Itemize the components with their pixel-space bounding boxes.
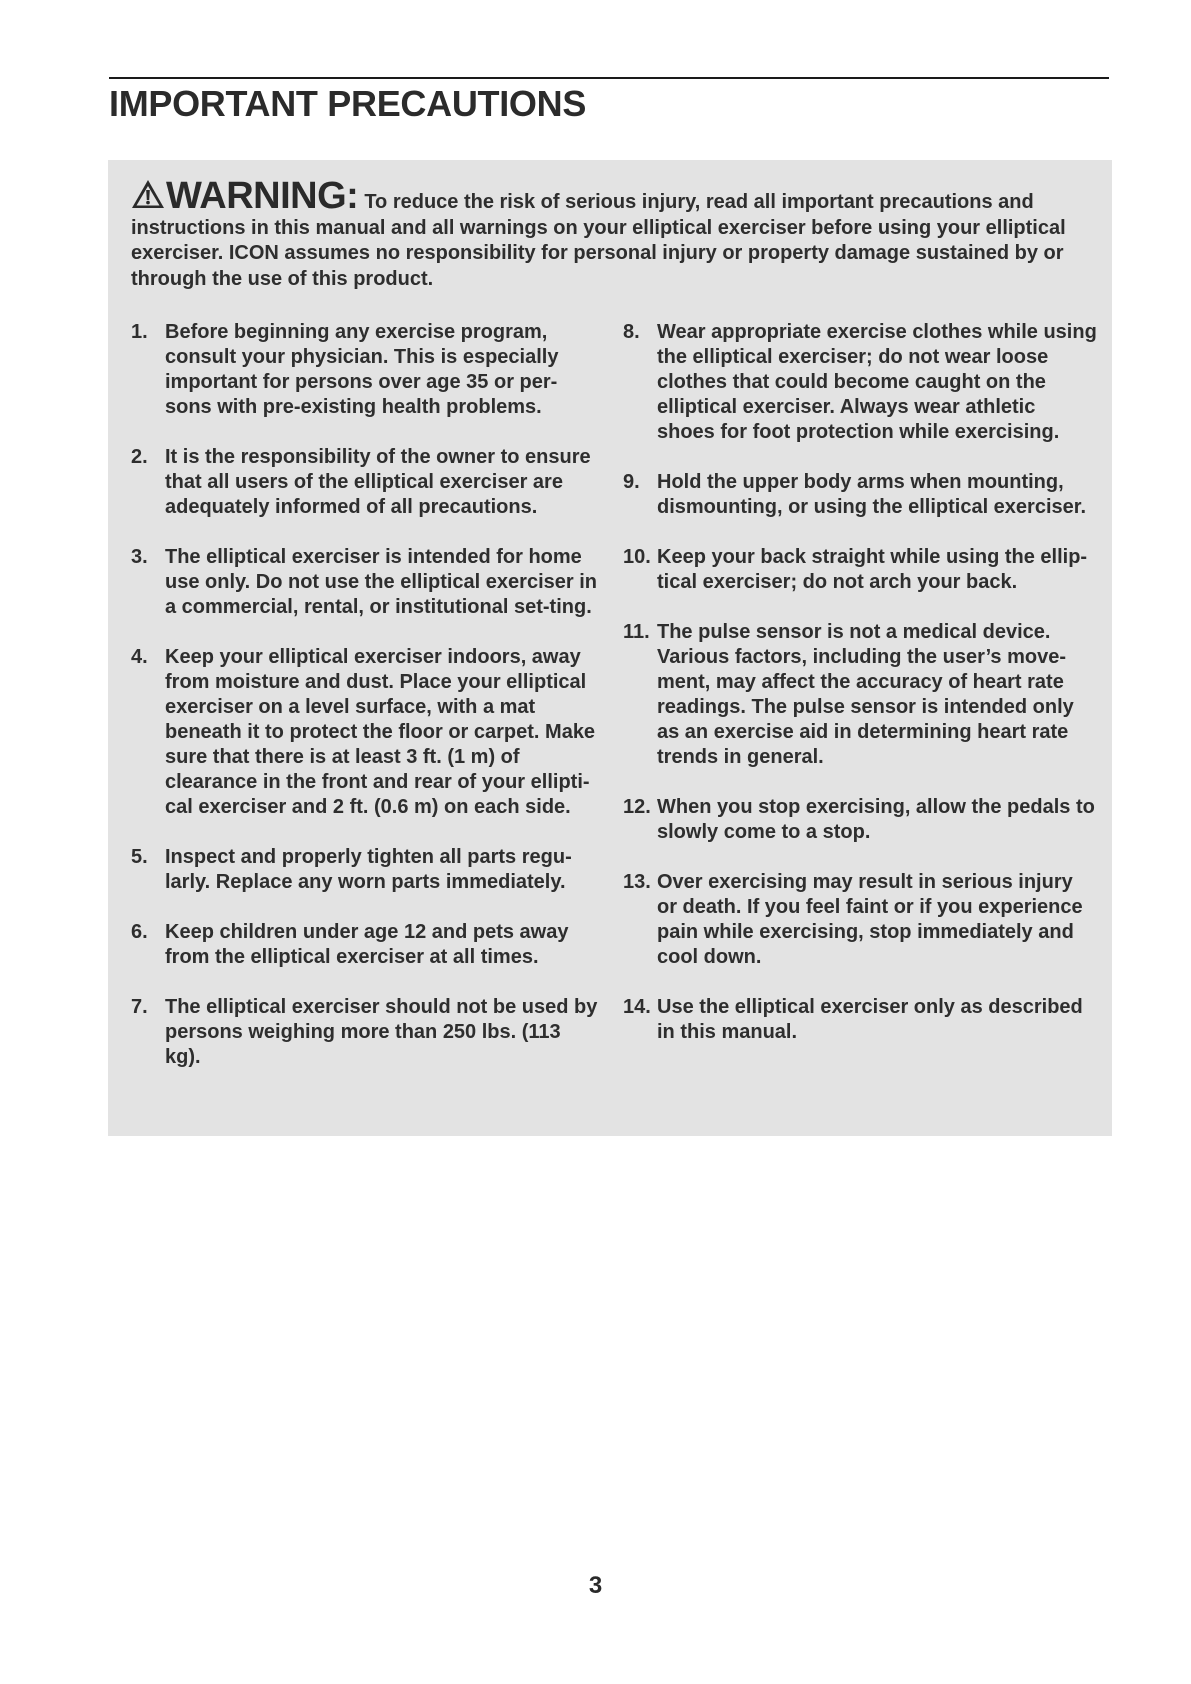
precaution-item: [623, 545, 1098, 595]
page-title: IMPORTANT PRECAUTIONS: [109, 83, 587, 124]
warning-heading: [131, 175, 358, 217]
precaution-text: When you stop exercising, allow the pedals to slowly come to a stop.: [657, 796, 1095, 843]
precaution-number: 1.: [131, 321, 148, 343]
precaution-number: 11.: [623, 621, 650, 643]
precaution-text: The pulse sensor is not a medical device. Various factors, including the user’s move-ment, may affect the accuracy of heart rate readings. The pulse sensor is intended only as an exercise aid in determining heart rate trends in general.: [657, 621, 1074, 768]
precaution-number: 13.: [623, 871, 651, 893]
precaution-text: Before beginning any exercise program, consult your physician. This is especially important for persons over age 35 or per-sons with pre-existing health problems.: [165, 321, 559, 418]
precaution-item: [623, 620, 1098, 770]
precaution-item: [623, 795, 1098, 845]
precaution-number: 9.: [623, 471, 640, 493]
warning-text: To reduce the risk of serious injury, read all important precautions and instructions in this manual and all warnings on your elliptical exerciser before using your elliptical exerciser. ICON assumes no responsibility for personal injury or property damage sustained by or through the use of this product.: [131, 191, 1066, 290]
warning-intro: [131, 175, 1091, 292]
precaution-number: 12.: [623, 796, 651, 818]
precaution-item: [623, 470, 1098, 520]
precautions-right-column: [623, 320, 1098, 1070]
precaution-number: 7.: [131, 996, 148, 1018]
precaution-number: 10.: [623, 546, 651, 568]
precaution-number: 4.: [131, 646, 148, 668]
warning-triangle-icon: [131, 179, 165, 210]
precautions-left-column: [131, 320, 601, 1095]
precaution-text: The elliptical exerciser should not be used by persons weighing more than 250 lbs. (113 kg).: [165, 996, 598, 1068]
precaution-item: [131, 845, 601, 895]
precaution-text: Wear appropriate exercise clothes while using the elliptical exerciser; do not wear loose clothes that could become caught on the elliptical exerciser. Always wear athletic shoes for foot protection while exercising.: [657, 321, 1097, 443]
precaution-text: Keep children under age 12 and pets away from the elliptical exerciser at all times.: [165, 921, 569, 968]
precaution-text: Keep your elliptical exerciser indoors, away from moisture and dust. Place your elliptical exerciser on a level surface, with a mat beneath it to protect the floor or carpet. Make sure that there is at least 3 ft. (1 m) of clearance in the front and rear of your ellipti-cal exerciser and 2 ft. (0.6 m) on each side.: [165, 646, 596, 818]
precaution-item: [131, 320, 601, 420]
precaution-item: [131, 995, 601, 1070]
precaution-number: 3.: [131, 546, 148, 568]
precaution-text: Hold the upper body arms when mounting, dismounting, or using the elliptical exerciser.: [657, 471, 1086, 518]
precaution-item: [623, 320, 1098, 445]
precaution-text: Over exercising may result in serious injury or death. If you feel faint or if you experience pain while exercising, stop immediately and cool down.: [657, 871, 1083, 968]
precaution-item: [623, 995, 1098, 1045]
precaution-item: [131, 545, 601, 620]
warning-box: [108, 160, 1112, 1136]
precaution-number: 8.: [623, 321, 640, 343]
warning-label: WARNING:: [166, 175, 359, 217]
title-rule: [109, 77, 1109, 79]
precaution-number: 5.: [131, 846, 148, 868]
precaution-item: [131, 645, 601, 820]
precaution-item: [131, 920, 601, 970]
precaution-text: Use the elliptical exerciser only as described in this manual.: [657, 996, 1083, 1043]
page-number: 3: [588, 1572, 603, 1599]
precaution-text: Keep your back straight while using the ellip-tical exerciser; do not arch your back.: [657, 546, 1088, 593]
precaution-item: [623, 870, 1098, 970]
precaution-item: [131, 445, 601, 520]
precaution-text: It is the responsibility of the owner to ensure that all users of the elliptical exerciser are adequately informed of all precautions.: [165, 446, 591, 518]
precaution-text: Inspect and properly tighten all parts regu-larly. Replace any worn parts immediately.: [165, 846, 572, 893]
precaution-text: The elliptical exerciser is intended for home use only. Do not use the elliptical exerciser in a commercial, rental, or institutional set-ting.: [165, 546, 597, 618]
precaution-number: 6.: [131, 921, 148, 943]
precaution-number: 14.: [623, 996, 651, 1018]
precaution-number: 2.: [131, 446, 148, 468]
